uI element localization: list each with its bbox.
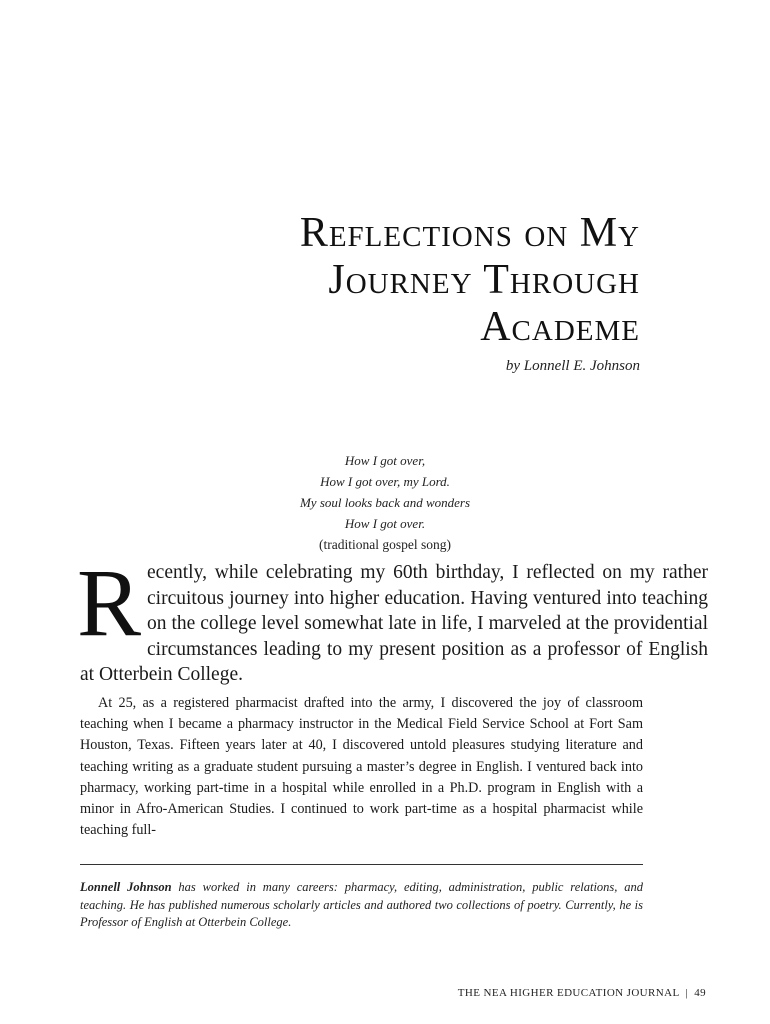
lead-paragraph	[77, 549, 708, 688]
page-number: 49	[694, 987, 706, 999]
journal-name: THE NEA HIGHER EDUCATION JOURNAL	[457, 987, 680, 999]
author-bio-name: Lonnell Johnson	[80, 880, 172, 894]
lead-text: ecently, while celebrating my 60th birthday, I reflected on my rather circuitous journey into higher education. Having ventured into teaching on the college level somewhat late in life, I marveled at the providential circumstances leading to my present position as a professor of English at Otterbein College.	[80, 562, 708, 685]
epigraph-line: My soul looks back and wonders	[299, 495, 471, 510]
author-bio-text: has worked in many careers: pharmacy, editing, administration, public relations, and teaching. He has published numerous scholarly articles and authored two collections of poetry. Currently, he is Professor of English at Otterbein College.	[80, 880, 643, 929]
epigraph	[240, 450, 530, 555]
page-footer	[458, 987, 706, 999]
drop-cap: R	[77, 549, 142, 656]
title-line: Academe	[480, 304, 640, 350]
epigraph-line: How I got over, my Lord.	[320, 474, 450, 489]
footer-separator: |	[685, 987, 689, 999]
epigraph-source: (traditional gospel song)	[319, 537, 451, 552]
epigraph-line: How I got over.	[344, 516, 426, 531]
author-bio	[80, 879, 643, 932]
article-title	[120, 210, 640, 351]
title-line: Journey Through	[328, 257, 640, 303]
title-line: Reflections on My	[299, 210, 640, 256]
byline: by Lonnell E. Johnson	[505, 358, 640, 374]
footnote-divider	[80, 864, 643, 865]
body-paragraph: At 25, as a registered pharmacist drafted into the army, I discovered the joy of classroom teaching when I became a pharmacy instructor in the Medical Field Service School at Fort Sam Houston, Texas. Fifteen years later at 40, I discovered untold pleasures studying literature and teaching writing as a graduate student pursuing a master’s degree in English. I ventured back into pharmacy, working part-time in a hospital while enrolled in a Ph.D. program in English with a minor in Afro-American Studies. I continued to work part-time as a hospital pharmacist while teaching full-	[80, 695, 643, 839]
epigraph-line: How I got over,	[344, 453, 426, 468]
